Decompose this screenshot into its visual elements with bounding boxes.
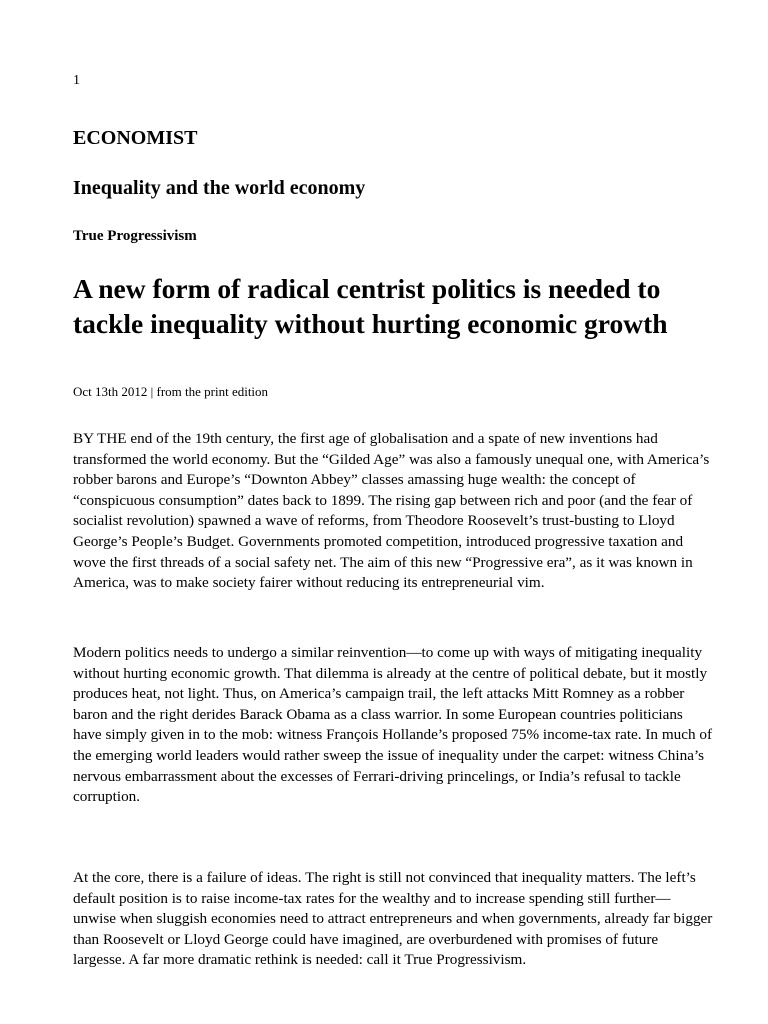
rubric: True Progressivism bbox=[73, 228, 197, 244]
publication-name: ECONOMIST bbox=[73, 127, 198, 149]
article-paragraph: At the core, there is a failure of ideas. The right is still not convinced that inequality matters. The left’s default position is to raise income-tax rates for the wealthy and to increase spending still further—unwise when sluggish economies need to attract entrepreneurs and when governments, already far bigger than Roosevelt or Lloyd George could have imagined, are overburdened with promises of future largesse. A far more dramatic rethink is needed: call it True Progressivism. bbox=[73, 869, 713, 969]
article-dateline: Oct 13th 2012 | from the print edition bbox=[73, 384, 269, 399]
article-paragraph: BY THE end of the 19th century, the first age of globalisation and a spate of new inventions had transformed the world economy. But the “Gilded Age” was also a famously unequal one, with America’s robber barons and Europe’s “Downton Abbey” classes amassing huge wealth: the concept of “conspicuous consumption” dates back to 1899. The rising gap between rich and poor (and the fear of socialist revolution) spawned a wave of reforms, from Theodore Roosevelt’s trust-busting to Lloyd George’s People’s Budget. Governments promoted competition, introduced progressive taxation and wove the first threads of a social safety net. The aim of this new “Progressive era”, as it was known in America, was to make society fairer without reducing its entrepreneurial vim. bbox=[73, 430, 710, 592]
page-number: 1 bbox=[73, 73, 80, 88]
section-title: Inequality and the world economy bbox=[73, 177, 366, 199]
article-headline: A new form of radical centrist politics is needed to tackle inequality without hurting economic growth bbox=[73, 273, 668, 339]
article-paragraph: Modern politics needs to undergo a similar reinvention—to come up with ways of mitigating inequality without hurting economic growth. That dilemma is already at the centre of political debate, but it mostly produces heat, not light. Thus, on America’s campaign trail, the left attacks Mitt Romney as a robber baron and the right derides Barack Obama as a class warrior. In some European countries politicians have simply given in to the mob: witness François Hollande’s proposed 75% income-tax rate. In much of the emerging world leaders would rather sweep the issue of inequality under the carpet: witness China’s nervous embarrassment about the excesses of Ferrari-driving princelings, or India’s refusal to tackle corruption. bbox=[73, 644, 713, 806]
